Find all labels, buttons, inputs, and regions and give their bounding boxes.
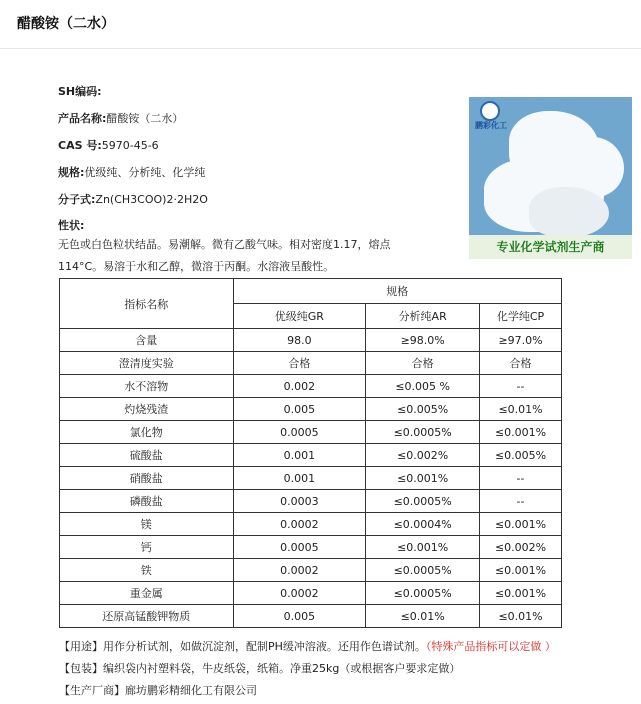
table-row [60, 421, 562, 444]
grade-ar-cell: ≤0.005 % [366, 375, 480, 398]
table-row [60, 398, 562, 421]
grade-cp-cell: ≥97.0% [480, 329, 562, 352]
formula-row [58, 193, 208, 207]
grade-gr-cell: 0.001 [233, 444, 366, 467]
table-row [60, 605, 562, 628]
index-name-cell: 还原高锰酸钾物质 [60, 605, 234, 628]
table-row [60, 352, 562, 375]
table-row [60, 513, 562, 536]
grade-cp-cell: 合格 [480, 352, 562, 375]
product-image [469, 97, 632, 259]
grade-ar-cell: ≤0.002% [366, 444, 480, 467]
logo-text: 鹏彩化工 [475, 121, 507, 130]
grade-gr-cell: 0.002 [233, 375, 366, 398]
index-name-cell: 磷酸盐 [60, 490, 234, 513]
cas-row [58, 139, 159, 153]
index-name-cell: 灼烧残渣 [60, 398, 234, 421]
table-row [60, 536, 562, 559]
packaging-note: 【包装】编织袋内衬塑料袋，牛皮纸袋，纸箱。净重25kg（或根据客户要求定做） [59, 662, 461, 675]
grade-ar-cell: ≤0.01% [366, 605, 480, 628]
table-row [60, 559, 562, 582]
grade-cp-cell: ≤0.001% [480, 513, 562, 536]
table-header-row [60, 279, 562, 304]
grade-gr-cell: 0.001 [233, 467, 366, 490]
cas-value: 5970-45-6 [101, 139, 159, 152]
usage-custom-note: （特殊产品指标可以定做 ） [425, 640, 556, 653]
grade-ar-cell: ≥98.0% [366, 329, 480, 352]
grade-cp-cell: ≤0.001% [480, 559, 562, 582]
properties-line-2: 114°C。易溶于水和乙醇，微溶于丙酮。水溶液呈酸性。 [58, 260, 335, 273]
index-name-cell: 含量 [60, 329, 234, 352]
image-banner: 专业化学试剂生产商 [469, 235, 632, 259]
grade-ar-cell: ≤0.0005% [366, 421, 480, 444]
table-row [60, 467, 562, 490]
properties-text [58, 234, 458, 278]
grade-gr-cell: 0.0002 [233, 559, 366, 582]
grade-ar-cell: ≤0.0005% [366, 559, 480, 582]
index-name-cell: 硝酸盐 [60, 467, 234, 490]
spec-label: 规格: [58, 166, 85, 179]
index-name-cell: 铁 [60, 559, 234, 582]
index-name-cell: 镁 [60, 513, 234, 536]
product-name-row [58, 112, 183, 126]
grade-cp-cell: -- [480, 375, 562, 398]
index-name-cell: 钙 [60, 536, 234, 559]
table-row [60, 490, 562, 513]
usage-note [59, 638, 556, 654]
grade-cp-cell: ≤0.001% [480, 421, 562, 444]
grade-gr-cell: 0.0005 [233, 421, 366, 444]
spec-row [58, 166, 205, 180]
table-row [60, 329, 562, 352]
index-name-cell: 澄清度实验 [60, 352, 234, 375]
table-row [60, 375, 562, 398]
grade-cp-cell: -- [480, 467, 562, 490]
grade-ar-cell: ≤0.0005% [366, 582, 480, 605]
properties-label: 性状: [58, 219, 85, 232]
sh-code-label: SH编码: [58, 85, 102, 98]
grade-cp-cell: ≤0.005% [480, 444, 562, 467]
grade-cp-cell: ≤0.001% [480, 582, 562, 605]
grade-gr-header: 优级纯GR [233, 304, 366, 329]
grade-gr-cell: 0.0002 [233, 513, 366, 536]
index-name-cell: 水不溶物 [60, 375, 234, 398]
logo-icon [480, 101, 500, 121]
page-title: 醋酸铵（二水） [17, 16, 115, 32]
usage-text: 【用途】用作分析试剂，如做沉淀剂，配制PH缓冲溶液。还用作色谱试剂。 [59, 640, 426, 653]
properties-row [58, 219, 84, 233]
index-name-header: 指标名称 [60, 279, 234, 329]
grade-gr-cell: 0.005 [233, 398, 366, 421]
table-row [60, 582, 562, 605]
properties-line-1: 无色或白色粒状结晶。易潮解。微有乙酸气味。相对密度1.17，熔点 [58, 238, 391, 251]
grade-ar-cell: ≤0.0004% [366, 513, 480, 536]
product-name-value: 醋酸铵（二水） [106, 112, 184, 125]
grade-ar-cell: ≤0.0005% [366, 490, 480, 513]
grade-gr-cell: 0.0003 [233, 490, 366, 513]
index-name-cell: 硫酸盐 [60, 444, 234, 467]
grade-gr-cell: 合格 [233, 352, 366, 375]
grade-cp-cell: ≤0.01% [480, 605, 562, 628]
product-name-label: 产品名称: [58, 112, 107, 125]
grade-cp-cell: ≤0.002% [480, 536, 562, 559]
formula-value: Zn(CH3COO)2·2H2O [95, 193, 208, 206]
spec-value: 优级纯、分析纯、化学纯 [84, 166, 206, 179]
crystal-shape [529, 187, 609, 237]
spec-header: 规格 [233, 279, 561, 304]
table-row [60, 444, 562, 467]
grade-gr-cell: 0.0002 [233, 582, 366, 605]
sh-code-row [58, 85, 102, 99]
grade-gr-cell: 98.0 [233, 329, 366, 352]
page-header [0, 0, 641, 49]
grade-cp-cell: -- [480, 490, 562, 513]
manufacturer-note: 【生产厂商】廊坊鹏彩精细化工有限公司 [59, 684, 257, 697]
grade-cp-cell: ≤0.01% [480, 398, 562, 421]
index-name-cell: 氯化物 [60, 421, 234, 444]
formula-label: 分子式: [58, 193, 96, 206]
company-logo [475, 101, 535, 130]
grade-ar-cell: ≤0.005% [366, 398, 480, 421]
grade-ar-header: 分析纯AR [366, 304, 480, 329]
grade-ar-cell: 合格 [366, 352, 480, 375]
cas-label: CAS 号: [58, 139, 102, 152]
grade-gr-cell: 0.0005 [233, 536, 366, 559]
index-name-cell: 重金属 [60, 582, 234, 605]
grade-cp-header: 化学纯CP [480, 304, 562, 329]
spec-table [59, 278, 562, 628]
grade-ar-cell: ≤0.001% [366, 467, 480, 490]
grade-gr-cell: 0.005 [233, 605, 366, 628]
grade-ar-cell: ≤0.001% [366, 536, 480, 559]
